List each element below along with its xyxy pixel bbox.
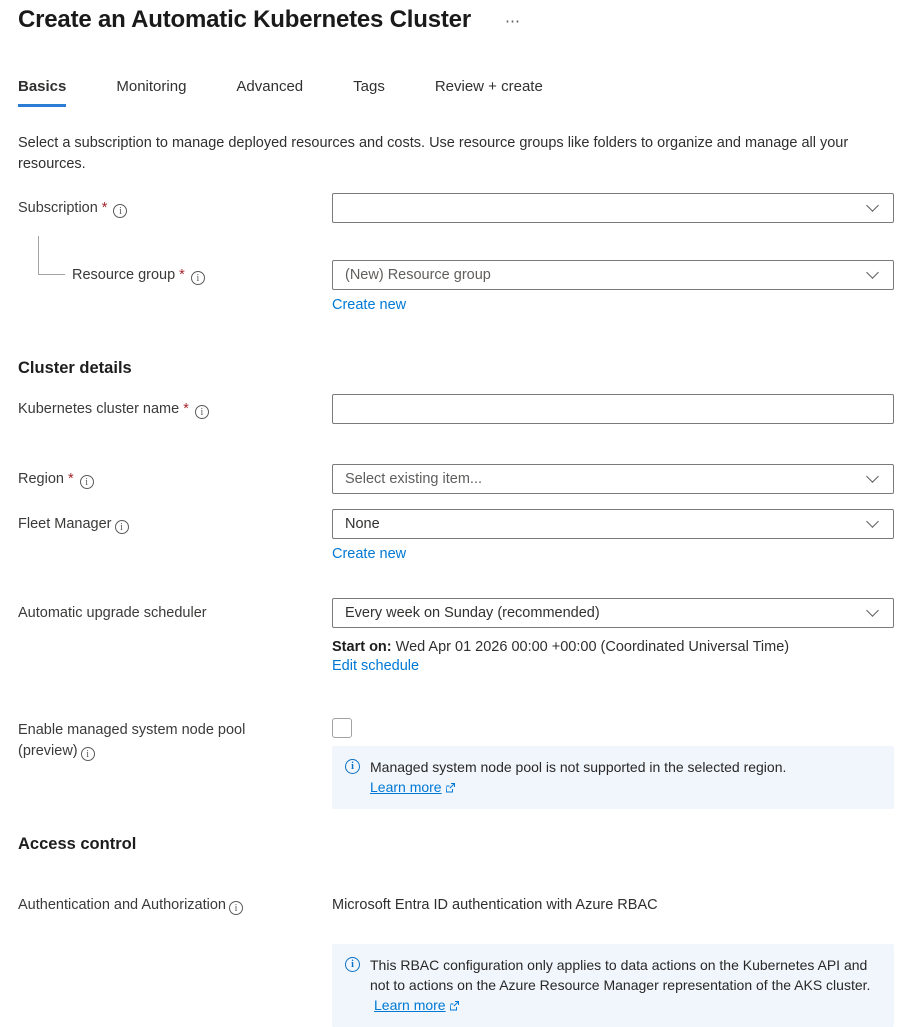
auth-label: Authentication and Authorization i <box>18 890 332 920</box>
auth-learn-more-link[interactable]: Learn more <box>374 997 446 1013</box>
cluster-details-heading: Cluster details <box>18 359 132 377</box>
intro-text: Select a subscription to manage deployed resources and costs. Use resource groups like folders to organize and manage all your resources. <box>18 135 849 172</box>
page-title: Create an Automatic Kubernetes Cluster <box>18 6 471 33</box>
fleet-manager-label: Fleet Manager i <box>18 509 332 539</box>
more-options-icon[interactable]: ⋯ <box>504 13 522 30</box>
node-pool-row <box>18 716 894 809</box>
chevron-down-icon <box>866 515 879 528</box>
node-pool-label: Enable managed system node pool (preview)i <box>18 716 332 762</box>
upgrade-scheduler-row <box>18 598 894 674</box>
subscription-row <box>18 193 894 223</box>
fleet-manager-create-new-link[interactable]: Create new <box>332 546 407 562</box>
upgrade-scheduler-dropdown[interactable]: Every week on Sunday (recommended) <box>332 598 894 628</box>
cluster-name-row <box>18 394 894 424</box>
external-link-icon <box>445 782 456 793</box>
required-asterisk: * <box>101 200 108 216</box>
page-header <box>18 6 894 34</box>
tab-advanced[interactable]: Advanced <box>236 78 304 95</box>
auth-row <box>18 890 894 1027</box>
fleet-manager-row <box>18 509 894 562</box>
region-label: Region * i <box>18 464 332 494</box>
resource-group-dropdown[interactable]: (New) Resource group <box>332 260 894 290</box>
tab-tags[interactable]: Tags <box>353 78 385 95</box>
required-asterisk: * <box>179 267 185 283</box>
info-icon[interactable] <box>81 747 95 761</box>
info-icon[interactable] <box>229 901 243 915</box>
region-dropdown[interactable]: Select existing item... <box>332 464 894 494</box>
access-control-heading: Access control <box>18 835 137 853</box>
resource-group-create-new-link[interactable]: Create new <box>332 297 407 313</box>
info-icon[interactable] <box>113 204 127 218</box>
info-icon[interactable] <box>191 271 205 285</box>
wizard-tabs <box>18 78 894 107</box>
region-row <box>18 464 894 494</box>
tab-monitoring[interactable]: Monitoring <box>116 78 187 95</box>
info-icon <box>345 759 360 774</box>
required-asterisk: * <box>183 401 189 417</box>
external-link-icon <box>449 1000 460 1011</box>
tab-review-create[interactable]: Review + create <box>434 78 543 95</box>
start-on-text: Start on: Wed Apr 01 2026 00:00 +00:00 (Coordinated Universal Time) <box>332 639 790 655</box>
cluster-name-label: Kubernetes cluster name *i <box>18 394 332 424</box>
required-asterisk: * <box>67 471 74 487</box>
chevron-down-icon <box>866 199 879 212</box>
chevron-down-icon <box>866 604 879 617</box>
resource-group-row <box>18 260 894 313</box>
chevron-down-icon <box>866 266 879 279</box>
chevron-down-icon <box>866 470 879 483</box>
edit-schedule-link[interactable]: Edit schedule <box>332 658 420 674</box>
auth-infobox: i This RBAC configuration only applies to data actions on the Kubernetes API and not to actions on the Azure Resource Manager representation of the AKS cluster. Learn more <box>332 944 894 1027</box>
cluster-name-input[interactable] <box>332 394 894 424</box>
subscription-dropdown[interactable] <box>332 193 894 223</box>
node-pool-infobox: i Managed system node pool is not supported in the selected region. Learn more <box>332 746 894 809</box>
node-pool-checkbox[interactable] <box>332 718 352 738</box>
fleet-manager-dropdown[interactable]: None <box>332 509 894 539</box>
info-icon[interactable] <box>115 520 129 534</box>
resource-group-label: Resource group * i <box>18 260 332 290</box>
subscription-label: Subscription *i <box>18 193 332 223</box>
indent-connector <box>38 236 65 275</box>
node-pool-learn-more-link[interactable]: Learn more <box>370 779 442 795</box>
info-icon <box>345 957 360 972</box>
auth-value: Microsoft Entra ID authentication with Azure RBAC <box>332 897 658 913</box>
info-icon[interactable] <box>195 405 209 419</box>
tab-basics[interactable]: Basics <box>18 78 66 107</box>
upgrade-scheduler-label: Automatic upgrade scheduler <box>18 605 207 621</box>
info-icon[interactable] <box>80 475 94 489</box>
